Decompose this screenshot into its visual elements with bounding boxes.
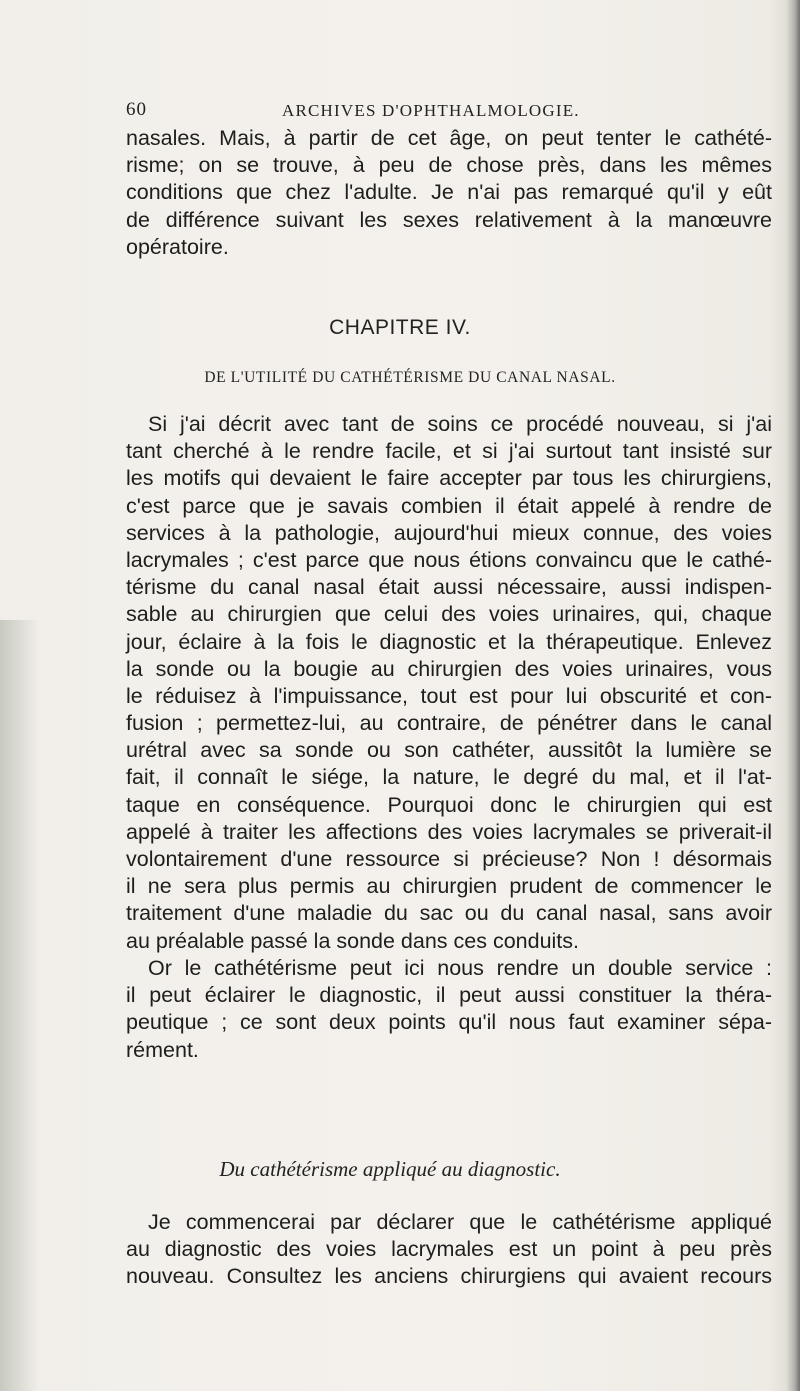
text-line: de différence suivant les sexes relativement à la manœuvre (126, 207, 772, 232)
text-line: services à la pathologie, aujourd'hui mieux connue, des voies (126, 520, 772, 545)
paragraph-final (126, 1209, 772, 1291)
text-line: traitement d'une maladie du sac ou du canal nasal, sans avoir (126, 901, 772, 926)
text-line: Si j'ai décrit avec tant de soins ce procédé nouveau, si j'ai (148, 412, 772, 436)
text-line: Je commencerai par déclarer que le cathétérisme appliqué (148, 1210, 772, 1234)
text-line: peutique ; ce sont deux points qu'il nous faut examiner sépa- (126, 1010, 772, 1035)
text-line: urétral avec sa sonde ou son cathéter, aussitôt la lumière se (126, 738, 772, 763)
paragraph-intro (126, 125, 772, 261)
text-line: sable au chirurgien que celui des voies urinaires, qui, chaque (126, 602, 772, 627)
text-line: conditions que chez l'adulte. Je n'ai pas remarqué qu'il y eût (126, 180, 772, 205)
section-title: Du cathétérisme appliqué au diagnostic. (219, 1157, 561, 1181)
text-line: tant cherché à le rendre facile, et si j'ai surtout tant insisté sur (126, 439, 772, 464)
text-line: risme; on se trouve, à peu de chose près, dans les mêmes (126, 153, 772, 178)
text-line: nasales. Mais, à partir de cet âge, on peut tenter le cathété- (126, 126, 772, 150)
paragraph-main (126, 411, 772, 955)
text-line: c'est parce que je savais combien il était appelé à rendre de (126, 493, 772, 518)
paragraph-second (126, 955, 772, 1064)
chapter-subheading: DE L'UTILITÉ DU CATHÉTÉRISME DU CANAL NASAL. (204, 369, 616, 386)
text-line: la sonde ou la bougie au chirurgien des voies urinaires, vous (126, 656, 772, 681)
running-title: ARCHIVES D'OPHTHALMOLOGIE. (282, 101, 580, 120)
page-gutter-shadow (0, 620, 40, 1391)
text-line: lacrymales ; c'est parce que nous étions convaincu que le cathé- (126, 547, 772, 572)
text-line: jour, éclaire à la fois le diagnostic et la thérapeutique. Enlevez (126, 629, 772, 654)
text-line: rément. (126, 1037, 199, 1062)
page-edge-shadow (786, 0, 800, 1391)
text-line: il ne sera plus permis au chirurgien prudent de commencer le (126, 874, 772, 899)
text-line: volontairement d'une ressource si précieuse? Non ! désormais (126, 847, 772, 871)
text-line: au préalable passé la sonde dans ces conduits. (126, 928, 580, 953)
text-line: térisme du canal nasal était aussi nécessaire, aussi indispen- (126, 575, 772, 600)
text-line: appelé à traiter les affections des voies lacrymales se priverait-il (126, 819, 772, 844)
text-line: fait, il connaît le siége, la nature, le degré du mal, et il l'at- (126, 765, 772, 790)
text-line: au diagnostic des voies lacrymales est un point à peu près (126, 1237, 772, 1262)
text-line: taque en conséquence. Pourquoi donc le chirurgien qui est (126, 792, 772, 817)
page-number: 60 (126, 99, 147, 120)
text-line: fusion ; permettez-lui, au contraire, de pénétrer dans le canal (126, 711, 772, 736)
text-line: il peut éclairer le diagnostic, il peut aussi constituer la théra- (126, 983, 772, 1008)
chapter-heading: CHAPITRE IV. (329, 316, 471, 339)
text-line: opératoire. (126, 234, 229, 259)
text-line: le réduisez à l'impuissance, tout est pour lui obscurité et con- (126, 683, 772, 708)
text-line: Or le cathétérisme peut ici nous rendre un double service : (148, 956, 772, 980)
text-line: les motifs qui devaient le faire accepter par tous les chirurgiens, (126, 466, 772, 491)
text-line: nouveau. Consultez les anciens chirurgiens qui avaient recours (126, 1264, 772, 1289)
